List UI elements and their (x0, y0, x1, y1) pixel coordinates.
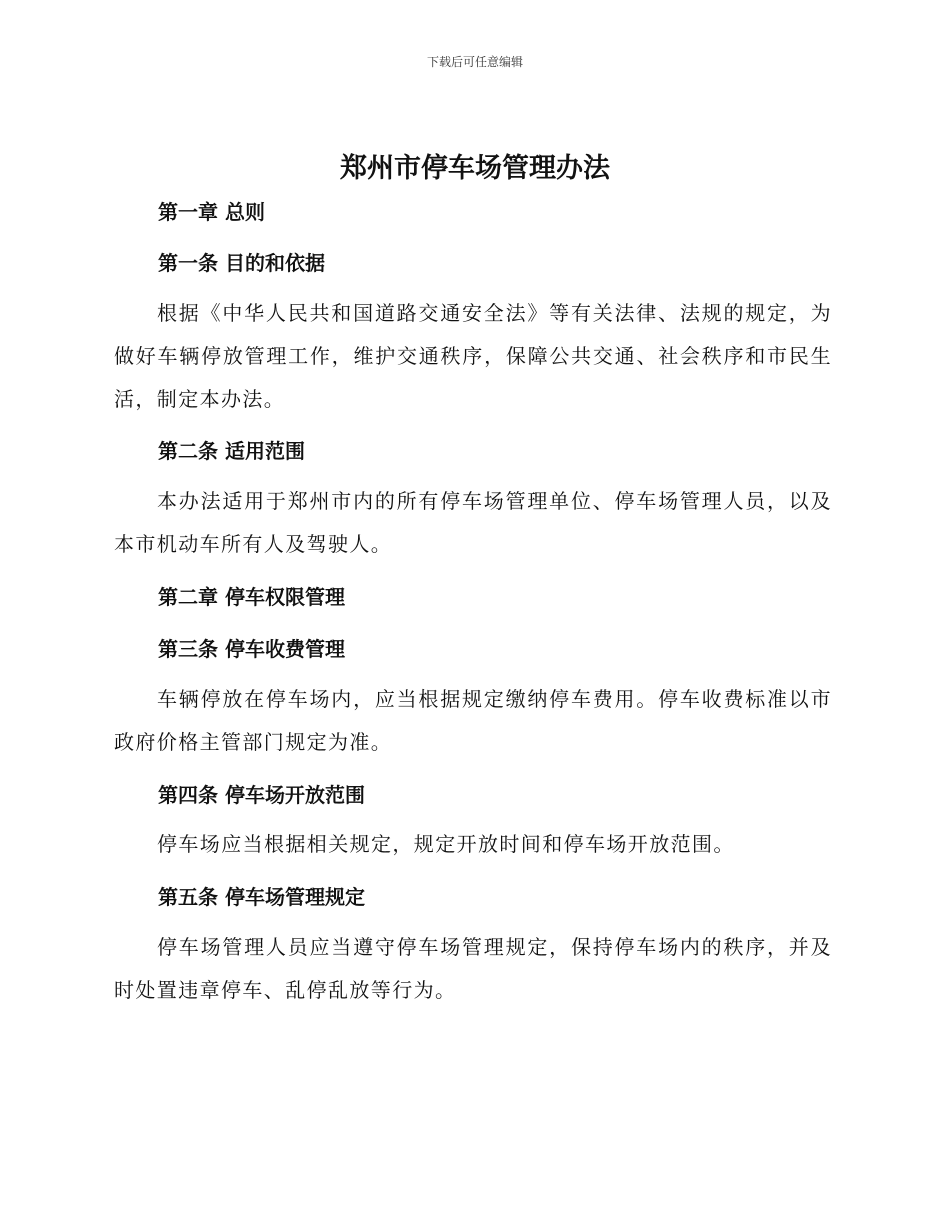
article-3-text: 车辆停放在停车场内，应当根据规定缴纳停车费用。停车收费标准以市政府价格主管部门规定为准。 (114, 687, 832, 754)
chapter-2-heading: 第二章 停车权限管理 (158, 585, 345, 609)
document-title: 郑州市停车场管理办法 (340, 153, 610, 184)
article-2-heading: 第二条 适用范围 (158, 439, 305, 463)
article-5-heading: 第五条 停车场管理规定 (158, 885, 365, 909)
article-3-heading: 第三条 停车收费管理 (158, 637, 345, 661)
article-1-text: 根据《中华人民共和国道路交通安全法》等有关法律、法规的规定，为做好车辆停放管理工作，维护交通秩序，保障公共交通、社会秩序和市民生活，制定本办法。 (114, 301, 832, 411)
article-5-text: 停车场管理人员应当遵守停车场管理规定，保持停车场内的秩序，并及时处置违章停车、乱停乱放等行为。 (114, 935, 832, 1002)
article-4-text: 停车场应当根据相关规定，规定开放时间和停车场开放范围。 (157, 832, 735, 856)
article-4-heading: 第四条 停车场开放范围 (158, 783, 365, 807)
chapter-1-heading: 第一章 总则 (158, 200, 265, 224)
article-1-heading: 第一条 目的和依据 (158, 251, 325, 275)
article-2-text: 本办法适用于郑州市内的所有停车场管理单位、停车场管理人员，以及本市机动车所有人及驾驶人。 (114, 489, 832, 556)
page-header-note: 下载后可任意编辑 (426, 55, 523, 69)
